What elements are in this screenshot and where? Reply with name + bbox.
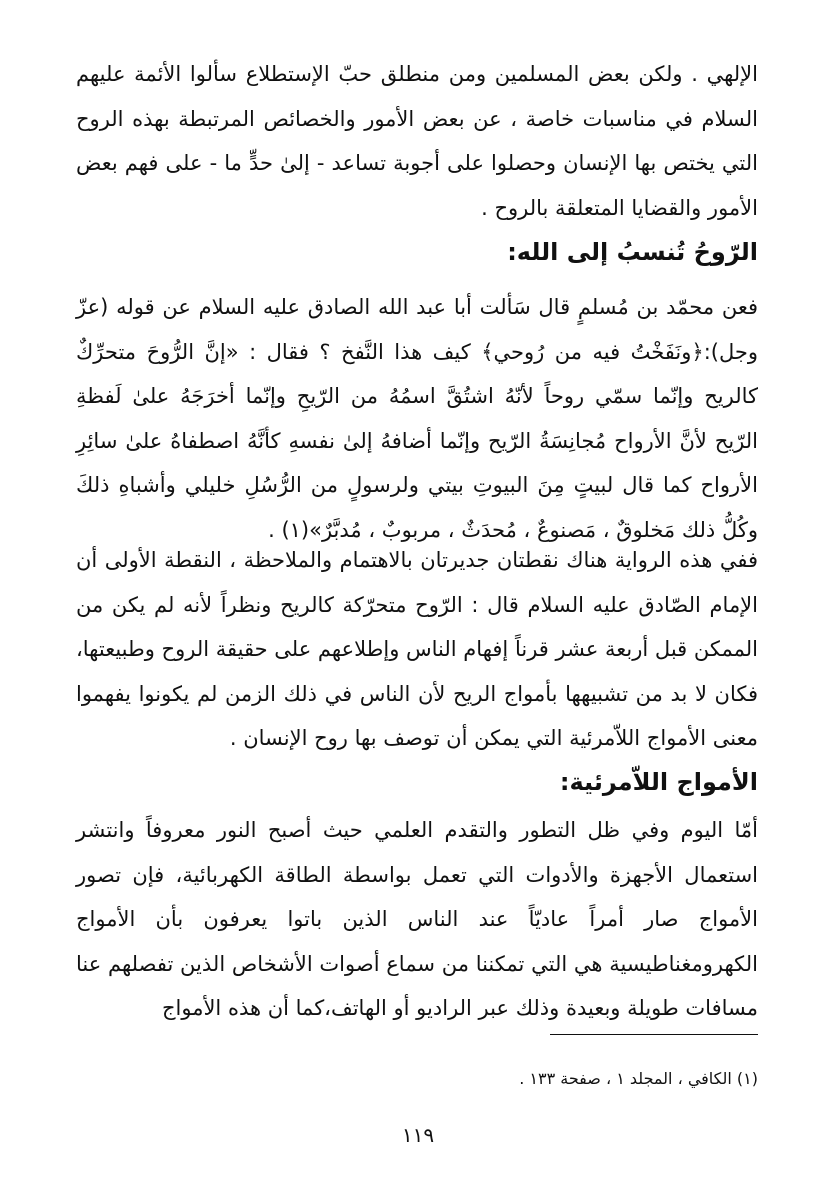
footnote-divider — [550, 1034, 758, 1035]
section-heading-soul-attributed-to-god: الرّوحُ تُنسبُ إلى الله: — [507, 238, 758, 266]
footnote: (١) الكافي ، المجلد ١ ، صفحة ١٣٣ . — [519, 1069, 758, 1088]
page-number: ١١٩ — [401, 1123, 435, 1147]
paragraph-intro: الإلهي . ولكن بعض المسلمين ومن منطلق حبّ الإستطلاع سألوا الأئمة عليهم السلام في مناسبات خاصة ، عن بعض الأمور والخصائص المرتبطة بهذه الروح التي يختص بها الإنسان وحصلوا على أجوبة تساعد - إلىٰ حدٍّ ما - على فهم بعض الأمور والقضايا المتعلقة بالروح . — [76, 62, 758, 220]
paragraph-invisible-waves: أمّا اليوم وفي ظل التطور والتقدم العلمي حيث أصبح النور معروفاً وانتشر استعمال الأجهزة والأدوات التي تعمل بواسطة الطاقة الكهربائية، فإن تصور الأمواج صار أمراً عاديّاً عند الناس الذين باتوا يعرفون بأن الأمواج الكهرومغناطيسية هي التي تمكننا من سماع أصوات الأشخاص الذين تفصلهم عنا مسافات طويلة وبعيدة وذلك عبر الراديو أو الهاتف،كما أن هذه الأمواج — [76, 818, 758, 1020]
section-heading-invisible-waves: الأمواج اللاّمرئية: — [559, 768, 758, 796]
paragraph-hadith: فعن محمّد بن مُسلمٍ قال سَألت أبا عبد الله الصادق عليه السلام عن قوله (عزّ وجل):﴿ونَفَخْتُ فيه من رُوحي﴾ كيف هذا النَّفخ ؟ فقال : «إنَّ الرُّوحَ متحرِّكٌ كالريح وإنّما سمّي روحاً لأنّهُ اشتُقَّ اسمُهُ من الرّيحِ وإنّما أخرَجَهُ علىٰ لَفظةِ الرّيح لأنَّ الأرواح مُجانِسَةُ الرّيح وإنّما أضافهُ إلىٰ نفسهِ كأنَّهُ اصطفاهُ علىٰ سائِرِ الأرواح كما قال لبيتٍ مِنَ البيوتِ بيتي ولرسولٍ من الرُّسُلِ خليلي وأشباهِ ذلكَ وكُلُّ ذلك مَخلوقٌ ، مَصنوعٌ ، مُحدَثٌ ، مربوبٌ ، مُدبَّرٌ»(١) . — [76, 295, 758, 542]
paragraph-narration-analysis: ففي هذه الرواية هناك نقطتان جديرتان بالاهتمام والملاحظة ، النقطة الأولى أن الإمام الصّادق عليه السلام قال : الرّوح متحرّكة كالريح ونظراً لأنه لم يكن من الممكن قبل أربعة عشر قرناً إفهام الناس وإطلاعهم على حقيقة الروح وطبيعتها، فكان لا بد من تشبيهها بأمواج الريح لأن الناس في ذلك الزمن لم يكونوا يفهموا معنى الأمواج اللاّمرئية التي يمكن أن توصف بها روح الإنسان . — [76, 548, 758, 750]
